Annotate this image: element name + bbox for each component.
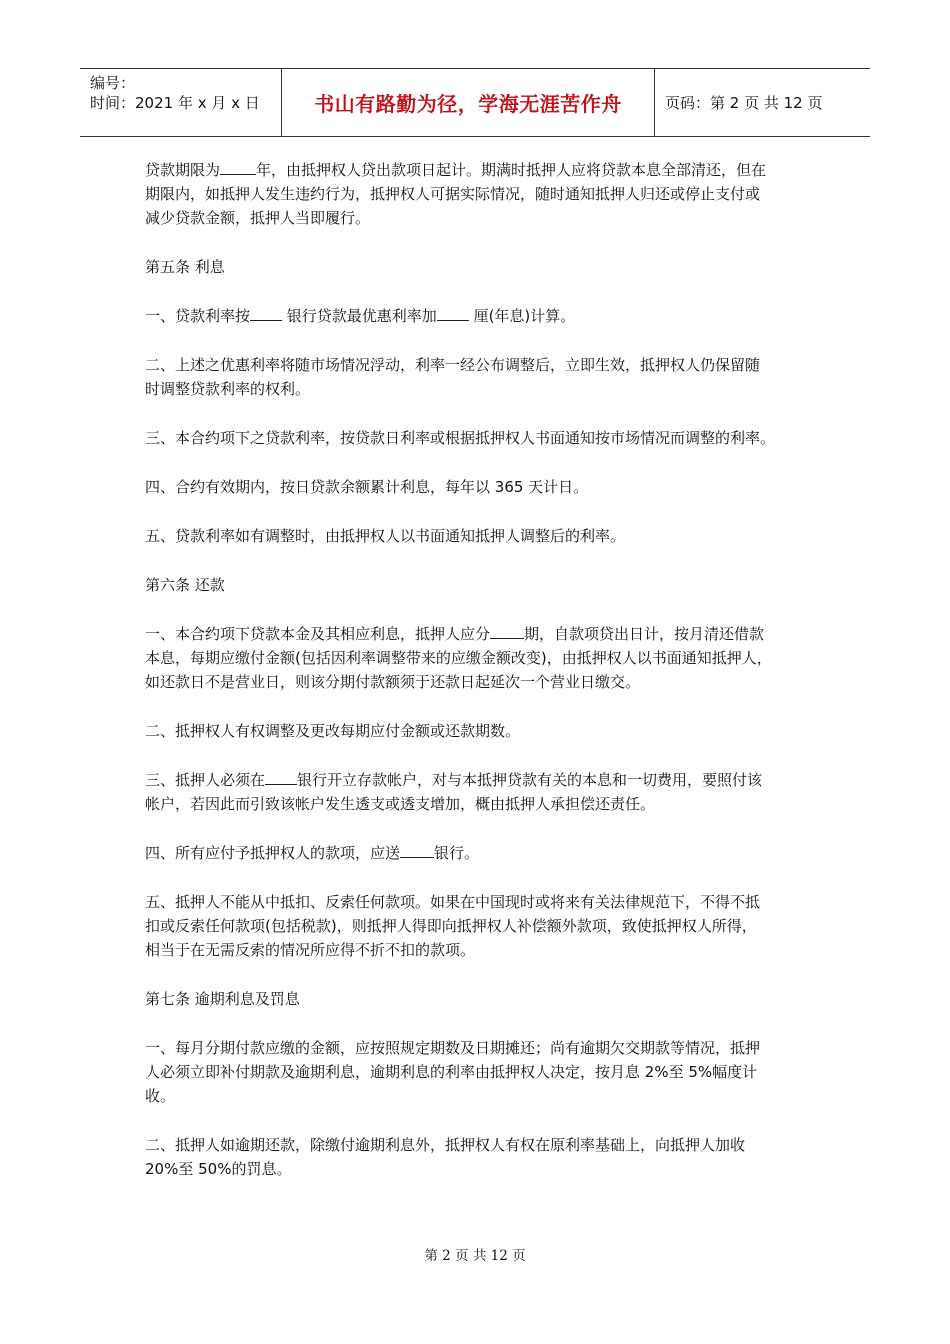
text-line bbox=[145, 987, 810, 1011]
fill-in-blank bbox=[265, 768, 297, 785]
text-line bbox=[145, 1157, 810, 1181]
fill-in-blank bbox=[490, 622, 524, 639]
text-span: 年，由抵押权人贷出款项日起计。期满时抵押人应将贷款本息全部清还，但在 bbox=[256, 161, 767, 179]
page-footer: 第 2 页 共 12 页 bbox=[424, 1248, 526, 1264]
text-line bbox=[145, 914, 810, 938]
paragraph bbox=[145, 524, 810, 548]
text-line bbox=[145, 377, 810, 401]
text-span: 二、上述之优惠利率将随市场情况浮动，利率一经公布调整后，立即生效，抵押权人仍保留随 bbox=[145, 356, 761, 374]
text-span: 人必须立即补付期款及逾期利息，逾期利息的利率由抵押权人决定，按月息 2%至 5%幅度计 bbox=[145, 1063, 758, 1081]
paragraph bbox=[145, 573, 810, 597]
header-motto: 书山有路勤为径，学海无涯苦作舟 bbox=[314, 92, 622, 116]
text-line bbox=[145, 938, 810, 962]
text-span: 一、贷款利率按 bbox=[145, 307, 251, 325]
paragraph bbox=[145, 475, 810, 499]
text-line bbox=[145, 573, 810, 597]
text-span: 三、本合约项下之贷款利率，按贷款日利率或根据抵押权人书面通知按市场情况而调整的利率。 bbox=[145, 429, 776, 447]
document-body bbox=[145, 158, 810, 1181]
paragraph bbox=[145, 768, 810, 816]
text-line bbox=[145, 182, 810, 206]
text-line bbox=[145, 792, 810, 816]
paragraph bbox=[145, 426, 810, 450]
text-span: 一、本合约项下贷款本金及其相应利息，抵押人应分 bbox=[145, 625, 491, 643]
text-span: 本息，每期应缴付金额(包括因利率调整带来的应缴金额改变)，由抵押权人以书面通知抵押人， bbox=[145, 649, 772, 667]
paragraph bbox=[145, 841, 810, 865]
text-line bbox=[145, 1084, 810, 1108]
text-line bbox=[145, 1133, 810, 1157]
text-span: 五、贷款利率如有调整时，由抵押权人以书面通知抵押人调整后的利率。 bbox=[145, 527, 626, 545]
text-line bbox=[145, 646, 810, 670]
paragraph bbox=[145, 255, 810, 279]
text-span: 银行贷款最优惠利率加 bbox=[282, 307, 437, 325]
text-span: 三、抵押人必须在 bbox=[145, 771, 266, 789]
paragraph bbox=[145, 987, 810, 1011]
text-span: 第六条 还款 bbox=[145, 576, 225, 594]
fill-in-blank bbox=[400, 841, 434, 858]
fill-in-blank bbox=[250, 304, 282, 321]
text-span: 期限内，如抵押人发生违约行为，抵押权人可据实际情况，随时通知抵押人归还或停止支付或 bbox=[145, 185, 761, 203]
text-line bbox=[145, 1060, 810, 1084]
text-span: 五、抵押人不能从中抵扣、反索任何款项。如果在中国现时或将来有关法律规范下，不得不抵 bbox=[145, 893, 761, 911]
text-span: 相当于在无需反索的情况所应得不折不扣的款项。 bbox=[145, 941, 476, 959]
text-span: 银行开立存款帐户，对与本抵押贷款有关的本息和一切费用，要照付该 bbox=[297, 771, 763, 789]
text-span: 时调整贷款利率的权利。 bbox=[145, 380, 311, 398]
text-line bbox=[145, 622, 810, 646]
text-line bbox=[145, 768, 810, 792]
text-line bbox=[145, 475, 810, 499]
text-line bbox=[145, 255, 810, 279]
fill-in-blank bbox=[437, 304, 469, 321]
text-line bbox=[145, 353, 810, 377]
text-span: 四、合约有效期内，按日贷款余额累计利息，每年以 365 天计日。 bbox=[145, 478, 589, 496]
text-span: 贷款期限为 bbox=[145, 161, 221, 179]
text-span: 二、抵押人如逾期还款，除缴付逾期利息外，抵押权人有权在原利率基础上，向抵押人加收 bbox=[145, 1136, 746, 1154]
text-line bbox=[145, 158, 810, 182]
text-line bbox=[145, 841, 810, 865]
text-span: 厘(年息)计算。 bbox=[468, 307, 576, 325]
text-line bbox=[145, 206, 810, 230]
text-line bbox=[145, 670, 810, 694]
text-span: 收。 bbox=[145, 1087, 176, 1105]
paragraph bbox=[145, 353, 810, 401]
paragraph bbox=[145, 158, 810, 230]
text-span: 帐户，若因此而引致该帐户发生透支或透支增加，概由抵押人承担偿还责任。 bbox=[145, 795, 656, 813]
document-number-label: 编号： bbox=[90, 74, 136, 92]
text-span: 二、抵押权人有权调整及更改每期应付金额或还款期数。 bbox=[145, 722, 521, 740]
text-line bbox=[145, 304, 810, 328]
header-motto-cell bbox=[282, 69, 655, 136]
text-span: 一、每月分期付款应缴的金额，应按照规定期数及日期摊还；尚有逾期欠交期款等情况，抵押 bbox=[145, 1039, 761, 1057]
paragraph bbox=[145, 719, 810, 743]
text-span: 银行。 bbox=[434, 844, 480, 862]
text-span: 第五条 利息 bbox=[145, 258, 225, 276]
text-line bbox=[145, 426, 810, 450]
text-span: 20%至 50%的罚息。 bbox=[145, 1160, 292, 1178]
text-line bbox=[145, 524, 810, 548]
header-page-number: 页码：第 2 页 共 12 页 bbox=[665, 94, 823, 112]
paragraph bbox=[145, 1036, 810, 1108]
document-date: 时间：2021 年 x 月 x 日 bbox=[90, 94, 260, 112]
text-line bbox=[145, 890, 810, 914]
text-span: 如还款日不是营业日，则该分期付款额须于还款日起延次一个营业日缴交。 bbox=[145, 673, 641, 691]
header-meta bbox=[80, 69, 282, 136]
text-span: 期，自款项贷出日计，按月清还借款 bbox=[524, 625, 765, 643]
text-line bbox=[145, 719, 810, 743]
paragraph bbox=[145, 1133, 810, 1181]
page-header bbox=[80, 68, 870, 137]
fill-in-blank bbox=[220, 158, 256, 175]
text-span: 四、所有应付予抵押权人的款项，应送 bbox=[145, 844, 401, 862]
paragraph bbox=[145, 622, 810, 694]
text-span: 第七条 逾期利息及罚息 bbox=[145, 990, 300, 1008]
text-span: 减少贷款金额，抵押人当即履行。 bbox=[145, 209, 371, 227]
text-line bbox=[145, 1036, 810, 1060]
paragraph bbox=[145, 890, 810, 962]
text-span: 扣或反索任何款项(包括税款)，则抵押人得即向抵押权人补偿额外款项，致使抵押权人所得， bbox=[145, 917, 757, 935]
paragraph bbox=[145, 304, 810, 328]
